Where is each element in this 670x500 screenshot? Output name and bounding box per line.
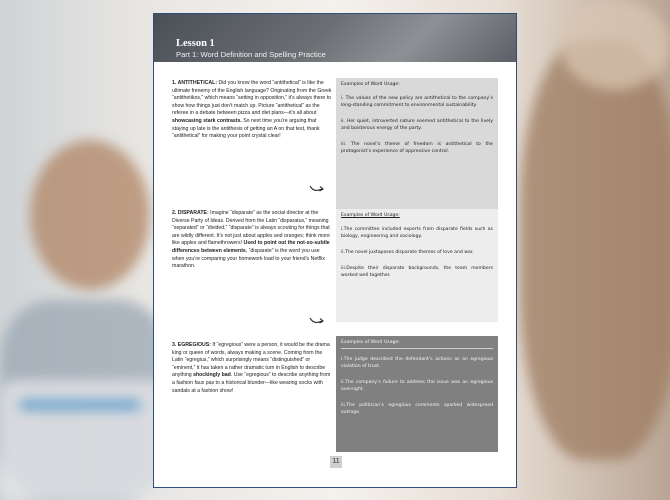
lesson-page xyxy=(153,13,517,488)
examples-box-antithetical xyxy=(336,78,498,216)
lesson-title: Lesson 1 xyxy=(176,38,215,49)
student-right-hair xyxy=(520,40,670,460)
examples-box-disparate xyxy=(336,209,498,322)
definition-text: , “disparate” is the word you use when you’re comparing your homework load to your friend’s Netflix marathon. xyxy=(172,247,326,270)
definition-antithetical xyxy=(172,80,332,141)
word-heading: 3. EGREGIOUS: xyxy=(172,342,211,348)
definition-text: . Use “egregious” to describe anything from a fashion faux pas to a historical blunder—like wearing socks with sandals at a fashion show! xyxy=(172,372,331,394)
example-sentence: ii. Her quiet, introverted nature seemed antithetical to the lively and boisterous energy of the party. xyxy=(341,119,493,131)
examples-title: Examples of Word Usage: xyxy=(341,82,400,87)
student-right-face xyxy=(560,0,670,90)
example-sentence: i.The judge described the defendant’s actions as an egregious violation of trust. xyxy=(341,357,493,369)
example-sentence: iii. The novel’s theme of freedom is antithetical to the protagonist’s experience of oppressive control. xyxy=(341,142,493,154)
example-sentence: ii.The novel juxtaposes disparate themes of love and war. xyxy=(341,250,474,255)
definition-emphasis: Used to point out the not-so-subtle differences between elements xyxy=(172,240,330,254)
example-sentence: iii.Despite their disparate backgrounds, the team members worked well together. xyxy=(341,266,493,278)
part-title: Part 1: Word Definition and Spelling Practice xyxy=(176,50,326,59)
page-number: 11 xyxy=(330,456,342,468)
definition-emphasis: showcasing stark contrasts. xyxy=(172,117,242,124)
definition-text: Imagine “disparate” as the social director at the Diverse Party of Ideas. Derived from the Latin “disparatus,” meaning “separated” or “divided,” “disparate” is always scouting for things that are wildly different. It’s not just about apples and oranges; think more like apples and flamethrowers! xyxy=(172,210,330,247)
definition-text: Did you know the word “antithetical” is like the ultimate frenemy of the English language? Originating from the Greek “antithetikos,” which means “setting in opposition,” it’s always there to show how things just don’t match up. Picture “antithetical” as the referee in a debate between pizza and diet plans—it’s all about xyxy=(172,80,332,117)
examples-title: Examples of Word Usage: xyxy=(341,213,400,218)
examples-box-egregious xyxy=(336,336,498,452)
example-sentence: ii.The company’s failure to address the issue was an egregious oversight. xyxy=(341,380,493,392)
curved-arrow-icon xyxy=(309,316,325,326)
example-sentence: iii.The politician’s egregious comments sparked widespread outrage. xyxy=(341,403,493,415)
pen xyxy=(20,400,140,410)
definition-egregious xyxy=(172,342,332,395)
student-left-figure xyxy=(30,140,150,290)
definition-text: So next time you’re arguing that staying up late is the antithesis of getting an A on that test, thank “antithetical” for making your point crystal clear! xyxy=(172,117,320,140)
examples-title: Examples of Word Usage: xyxy=(341,339,493,349)
lesson-header xyxy=(154,14,516,62)
definition-emphasis: shockingly bad xyxy=(193,372,231,379)
word-heading: 2. DISPARATE: xyxy=(172,210,209,216)
definition-text: If “egregious” were a person, it would be the drama king or queen of words, always making a scene. Coming from the Latin “egregius,” which surprisingly means “distinguished” or “eminent,” it has taken a rather dramatic turn in English to describe anything xyxy=(172,342,330,379)
curved-arrow-icon xyxy=(309,184,325,194)
example-sentence: i.The committee included experts from disparate fields such as biology, engineering and sociology. xyxy=(341,227,493,239)
definition-disparate xyxy=(172,210,332,271)
example-sentence: i. The values of the new policy are antithetical to the company’s long-standing commitment to environmental sustainability. xyxy=(341,96,493,108)
word-heading: 1. ANTITHETICAL: xyxy=(172,80,218,86)
